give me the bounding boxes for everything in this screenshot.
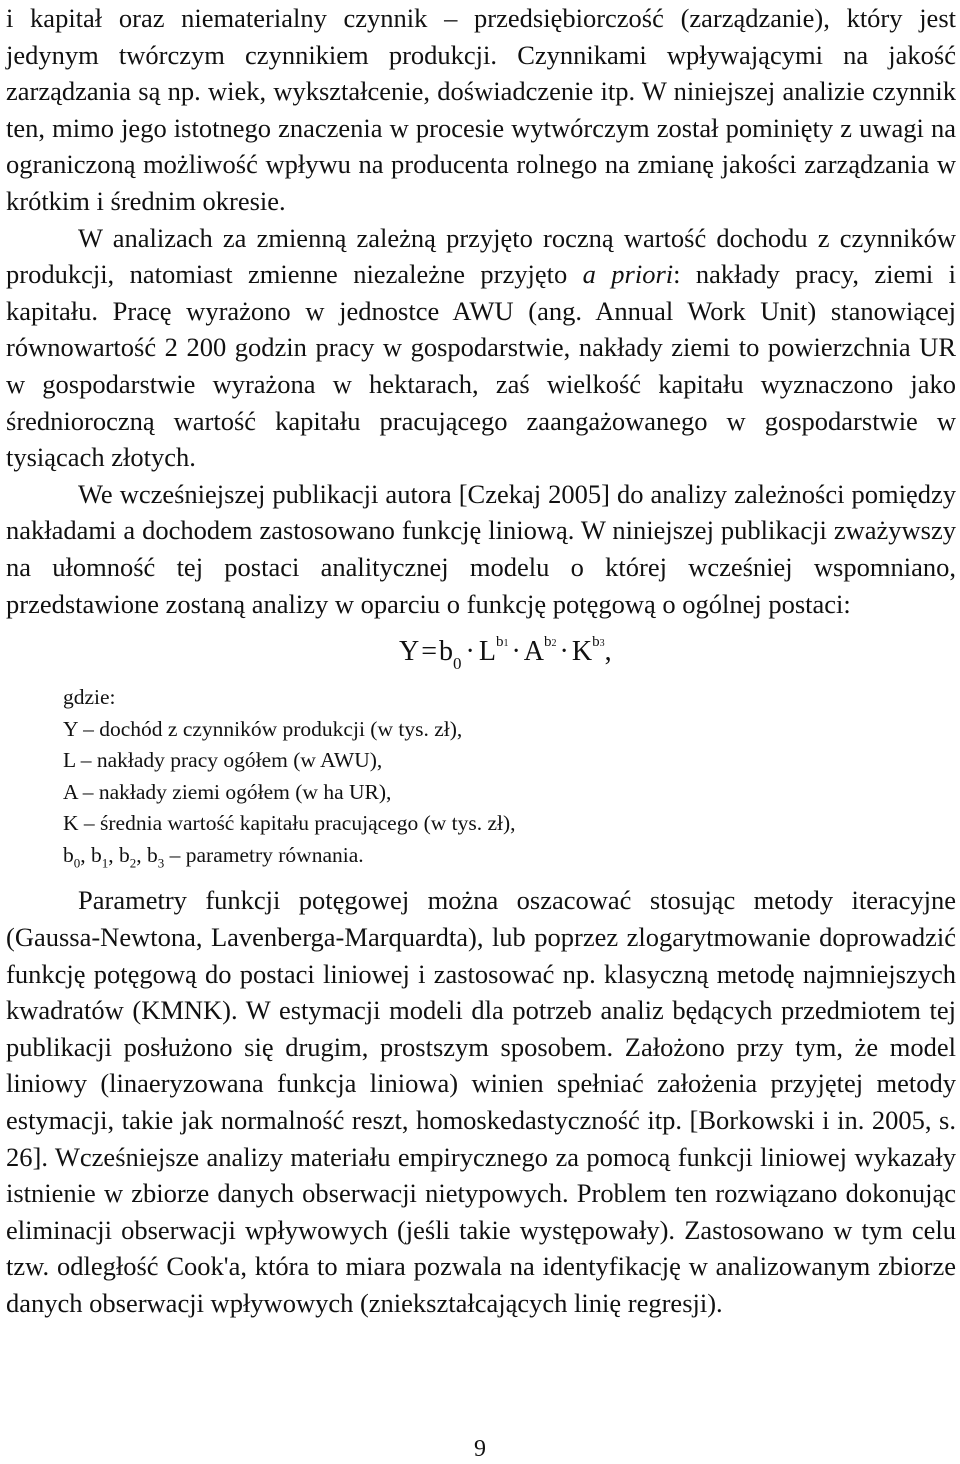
legend-item-a: A – nakłady ziemi ogółem (w ha UR), — [63, 779, 392, 804]
power-function-equation — [6, 622, 956, 678]
legend-heading: gdzie: — [63, 685, 116, 710]
legend-item-y: Y – dochód z czynników produkcji (w tys. zł), — [63, 716, 463, 741]
legend-item-k: K – średnia wartość kapitału pracującego (w tys. zł), — [63, 811, 516, 836]
variable-legend — [63, 678, 956, 878]
legend-item-l: L – nakłady pracy ogółem (w AWU), — [63, 748, 383, 773]
paragraph-1: i kapitał oraz niematerialny czynnik – przedsiębiorczość (zarządzanie), który jest jedynym twórczym czynnikiem produkcji. Czynnikami wpływającymi na jakość zarządzania są np. wiek, wykształcenie, doświadczenie itp. W niniejszej analizie czynnik ten, mimo jego istotnego znaczenia w procesie wytwórczym został pominięty z uwagi na ograniczoną możliwość wpływu na producenta rolnego na zmianę jakości zarządzania w krótkim i średnim okresie. — [6, 3, 956, 216]
paragraph-2-text-start: W analizach za zmienną zależną przyjęto roczną wartość dochodu z czynników produkcji, natomiast zmienne niezależne przyjęto — [6, 222, 956, 290]
paragraph-3: We wcześniejszej publikacji autora [Czekaj 2005] do analizy zależności pomiędzy nakładami a dochodem zastosowano funkcję liniową. W niniejszej publikacji zważywszy na ułomność tej postaci analitycznej modelu o której wcześniej wspomniano, przedstawione zostaną analizy w oparciu o funkcję potęgową o ogólnej postaci: — [6, 478, 956, 619]
document-page — [6, 0, 956, 1322]
paragraph-4: Parametry funkcji potęgowej można oszacować stosując metody iteracyjne (Gaussa-Newtona, Lavenberga-Marquardta), lub poprzez zlogarytmowanie doprowadzić funkcję potęgową do postaci liniowej i zastosować np. klasyczną metodę najmniejszych kwadratów (KMNK). W estymacji modeli dla potrzeb analiz będących przedmiotem tej publikacji posłużono się drugim, prostszym sposobem. Założono przy tym, że model liniowy (linaeryzowana funkcja liniowa) winien spełniać założenia przyjętej metody estymacji, takie jak normalność reszt, homoskedastyczność itp. [Borkowski i in. 2005, s. 26]. Wcześniejsze analizy materiału empirycznego za pomocą funkcji liniowej wykazały istnienie w zbiorze danych obserwacji nietypowych. Problem ten rozwiązano dokonując eliminacji obserwacji wpływowych (jeśli takie występowały). Zastosowano w tym celu tzw. odległość Cook'a, która to miara pozwala na identyfikację w analizowanym zbiorze danych obserwacji wpływowych (zniekształcających linię regresji). — [6, 885, 956, 1318]
paragraph-2 — [6, 220, 956, 476]
paragraph-2-text-end: : nakłady pracy, ziemi i kapitału. Pracę wyrażono w jednostce AWU (ang. Annual Work Unit) stanowiącej równowartość 2 200 godzin pracy w gospodarstwie, nakłady ziemi to powierzchnia UR w gospodarstwie wyrażona w hektarach, zaś wielkość kapitału wyznaczono jako średnioroczną wartość kapitału pracującego zaangażowanego w gospodarstwie w tysiącach złotych. — [6, 259, 957, 473]
page-number: 9 — [474, 1436, 486, 1462]
legend-item-parameters: $b_0$, $b_1$, $b_2$, $b_3$ – parametry równania. — [63, 842, 364, 870]
equation-formula: $Y=b_0 \cdot L^{b1} \cdot A^{b2} \cdot K^{b3}$, — [399, 633, 612, 673]
paragraph-2-italic-term: a priori — [582, 259, 674, 290]
